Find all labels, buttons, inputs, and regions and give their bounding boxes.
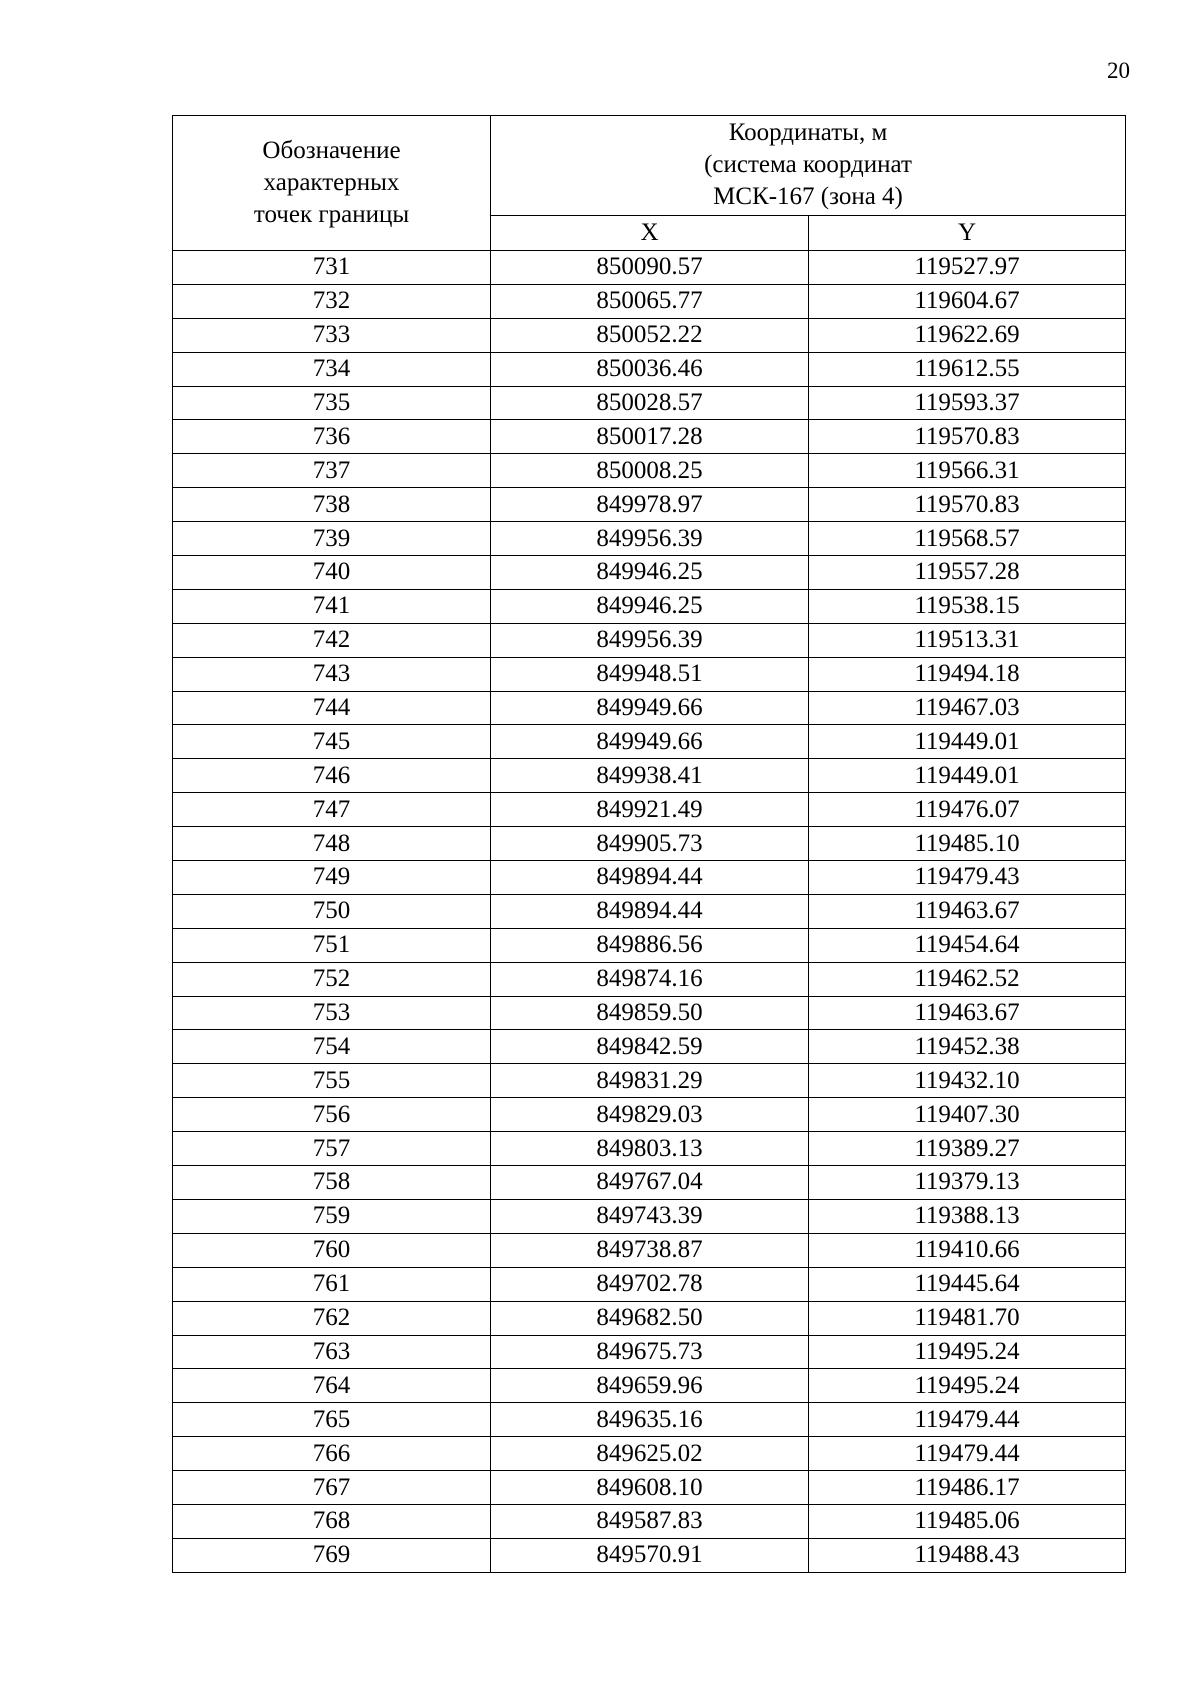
point-cell: 755 <box>173 1064 491 1098</box>
point-cell: 731 <box>173 251 491 285</box>
point-cell: 751 <box>173 928 491 962</box>
table-row <box>173 894 1126 928</box>
y-cell: 119389.27 <box>809 1132 1126 1166</box>
x-cell: 850090.57 <box>491 251 809 285</box>
point-cell: 737 <box>173 454 491 488</box>
table-row <box>173 1098 1126 1132</box>
point-cell: 764 <box>173 1369 491 1403</box>
x-cell: 850008.25 <box>491 454 809 488</box>
y-cell: 119513.31 <box>809 623 1126 657</box>
header-y: Y <box>809 215 1126 250</box>
x-cell: 850017.28 <box>491 420 809 454</box>
y-cell: 119485.06 <box>809 1504 1126 1538</box>
point-cell: 747 <box>173 793 491 827</box>
table-row <box>173 1030 1126 1064</box>
point-cell: 744 <box>173 691 491 725</box>
table-row <box>173 352 1126 386</box>
table-row <box>173 928 1126 962</box>
table-row <box>173 386 1126 420</box>
table-row <box>173 1166 1126 1200</box>
point-cell: 761 <box>173 1267 491 1301</box>
y-cell: 119432.10 <box>809 1064 1126 1098</box>
table-row <box>173 1267 1126 1301</box>
x-cell: 849625.02 <box>491 1437 809 1471</box>
header-point-designation <box>173 116 491 251</box>
point-cell: 756 <box>173 1098 491 1132</box>
table-row <box>173 996 1126 1030</box>
table-row <box>173 1437 1126 1471</box>
table-row <box>173 1301 1126 1335</box>
x-cell: 849874.16 <box>491 962 809 996</box>
y-cell: 119622.69 <box>809 318 1126 352</box>
table-row <box>173 556 1126 590</box>
point-cell: 766 <box>173 1437 491 1471</box>
table-row <box>173 1403 1126 1437</box>
x-cell: 849842.59 <box>491 1030 809 1064</box>
x-cell: 849894.44 <box>491 861 809 895</box>
x-cell: 849570.91 <box>491 1538 809 1572</box>
point-cell: 739 <box>173 522 491 556</box>
x-cell: 849743.39 <box>491 1199 809 1233</box>
x-cell: 849978.97 <box>491 488 809 522</box>
y-cell: 119570.83 <box>809 420 1126 454</box>
y-cell: 119495.24 <box>809 1369 1126 1403</box>
point-cell: 757 <box>173 1132 491 1166</box>
point-cell: 760 <box>173 1233 491 1267</box>
y-cell: 119570.83 <box>809 488 1126 522</box>
y-cell: 119486.17 <box>809 1471 1126 1505</box>
point-cell: 733 <box>173 318 491 352</box>
table-row <box>173 691 1126 725</box>
x-cell: 849675.73 <box>491 1335 809 1369</box>
table-row <box>173 1233 1126 1267</box>
point-cell: 752 <box>173 962 491 996</box>
y-cell: 119445.64 <box>809 1267 1126 1301</box>
point-cell: 740 <box>173 556 491 590</box>
table-row <box>173 1064 1126 1098</box>
point-cell: 749 <box>173 861 491 895</box>
y-cell: 119449.01 <box>809 725 1126 759</box>
y-cell: 119495.24 <box>809 1335 1126 1369</box>
table-row <box>173 793 1126 827</box>
y-cell: 119388.13 <box>809 1199 1126 1233</box>
x-cell: 849946.25 <box>491 589 809 623</box>
table-row <box>173 420 1126 454</box>
x-cell: 849948.51 <box>491 657 809 691</box>
y-cell: 119462.52 <box>809 962 1126 996</box>
header-coordinates-line-3: МСК-167 (зона 4) <box>713 183 903 211</box>
table-row <box>173 1471 1126 1505</box>
y-cell: 119527.97 <box>809 251 1126 285</box>
x-cell: 849635.16 <box>491 1403 809 1437</box>
table-body <box>173 251 1126 1573</box>
table-row <box>173 1335 1126 1369</box>
point-cell: 741 <box>173 589 491 623</box>
table-row <box>173 1369 1126 1403</box>
header-designation-line-3: точек границы <box>253 201 410 228</box>
table-header <box>173 116 1126 251</box>
y-cell: 119485.10 <box>809 827 1126 861</box>
x-cell: 849946.25 <box>491 556 809 590</box>
table-row <box>173 488 1126 522</box>
table-row <box>173 1504 1126 1538</box>
point-cell: 746 <box>173 759 491 793</box>
table-row <box>173 962 1126 996</box>
y-cell: 119463.67 <box>809 996 1126 1030</box>
point-cell: 769 <box>173 1538 491 1572</box>
point-cell: 742 <box>173 623 491 657</box>
point-cell: 763 <box>173 1335 491 1369</box>
y-cell: 119449.01 <box>809 759 1126 793</box>
table-row <box>173 657 1126 691</box>
header-coordinates-line-2: (система координат <box>704 151 912 179</box>
point-cell: 748 <box>173 827 491 861</box>
y-cell: 119479.44 <box>809 1437 1126 1471</box>
point-cell: 767 <box>173 1471 491 1505</box>
point-cell: 753 <box>173 996 491 1030</box>
point-cell: 762 <box>173 1301 491 1335</box>
x-cell: 849702.78 <box>491 1267 809 1301</box>
x-cell: 849921.49 <box>491 793 809 827</box>
point-cell: 738 <box>173 488 491 522</box>
table-row <box>173 589 1126 623</box>
table-row <box>173 1538 1126 1572</box>
table-row <box>173 454 1126 488</box>
y-cell: 119454.64 <box>809 928 1126 962</box>
table-row <box>173 623 1126 657</box>
x-cell: 849949.66 <box>491 691 809 725</box>
y-cell: 119407.30 <box>809 1098 1126 1132</box>
point-cell: 754 <box>173 1030 491 1064</box>
x-cell: 849767.04 <box>491 1166 809 1200</box>
point-cell: 759 <box>173 1199 491 1233</box>
point-cell: 734 <box>173 352 491 386</box>
table-row <box>173 522 1126 556</box>
y-cell: 119566.31 <box>809 454 1126 488</box>
header-x: X <box>491 215 809 250</box>
y-cell: 119379.13 <box>809 1166 1126 1200</box>
point-cell: 743 <box>173 657 491 691</box>
y-cell: 119452.38 <box>809 1030 1126 1064</box>
x-cell: 849956.39 <box>491 522 809 556</box>
x-cell: 849859.50 <box>491 996 809 1030</box>
header-coordinates <box>491 116 1126 216</box>
x-cell: 849905.73 <box>491 827 809 861</box>
x-cell: 849587.83 <box>491 1504 809 1538</box>
x-cell: 849738.87 <box>491 1233 809 1267</box>
y-cell: 119463.67 <box>809 894 1126 928</box>
y-cell: 119494.18 <box>809 657 1126 691</box>
x-cell: 850036.46 <box>491 352 809 386</box>
coordinates-table <box>172 115 1126 1573</box>
table-row <box>173 1132 1126 1166</box>
table-row <box>173 318 1126 352</box>
x-cell: 849949.66 <box>491 725 809 759</box>
point-cell: 768 <box>173 1504 491 1538</box>
x-cell: 850028.57 <box>491 386 809 420</box>
y-cell: 119568.57 <box>809 522 1126 556</box>
header-designation-line-1: Обозначение <box>262 137 401 164</box>
x-cell: 850052.22 <box>491 318 809 352</box>
x-cell: 849886.56 <box>491 928 809 962</box>
x-cell: 849682.50 <box>491 1301 809 1335</box>
x-cell: 850065.77 <box>491 284 809 318</box>
point-cell: 735 <box>173 386 491 420</box>
point-cell: 765 <box>173 1403 491 1437</box>
x-cell: 849608.10 <box>491 1471 809 1505</box>
y-cell: 119538.15 <box>809 589 1126 623</box>
y-cell: 119488.43 <box>809 1538 1126 1572</box>
table-row <box>173 827 1126 861</box>
y-cell: 119481.70 <box>809 1301 1126 1335</box>
y-cell: 119467.03 <box>809 691 1126 725</box>
table-row <box>173 759 1126 793</box>
point-cell: 745 <box>173 725 491 759</box>
y-cell: 119557.28 <box>809 556 1126 590</box>
table-row <box>173 861 1126 895</box>
y-cell: 119612.55 <box>809 352 1126 386</box>
x-cell: 849956.39 <box>491 623 809 657</box>
point-cell: 758 <box>173 1166 491 1200</box>
table-row <box>173 284 1126 318</box>
x-cell: 849938.41 <box>491 759 809 793</box>
y-cell: 119604.67 <box>809 284 1126 318</box>
x-cell: 849894.44 <box>491 894 809 928</box>
y-cell: 119593.37 <box>809 386 1126 420</box>
table-row <box>173 725 1126 759</box>
x-cell: 849829.03 <box>491 1098 809 1132</box>
header-designation-line-2: характерных <box>263 169 400 196</box>
y-cell: 119410.66 <box>809 1233 1126 1267</box>
x-cell: 849831.29 <box>491 1064 809 1098</box>
point-cell: 750 <box>173 894 491 928</box>
x-cell: 849803.13 <box>491 1132 809 1166</box>
point-cell: 736 <box>173 420 491 454</box>
table-row <box>173 1199 1126 1233</box>
y-cell: 119479.44 <box>809 1403 1126 1437</box>
y-cell: 119479.43 <box>809 861 1126 895</box>
point-cell: 732 <box>173 284 491 318</box>
x-cell: 849659.96 <box>491 1369 809 1403</box>
page-number: 20 <box>1107 58 1130 83</box>
y-cell: 119476.07 <box>809 793 1126 827</box>
table-row <box>173 251 1126 285</box>
header-coordinates-line-1: Координаты, м <box>728 119 888 147</box>
